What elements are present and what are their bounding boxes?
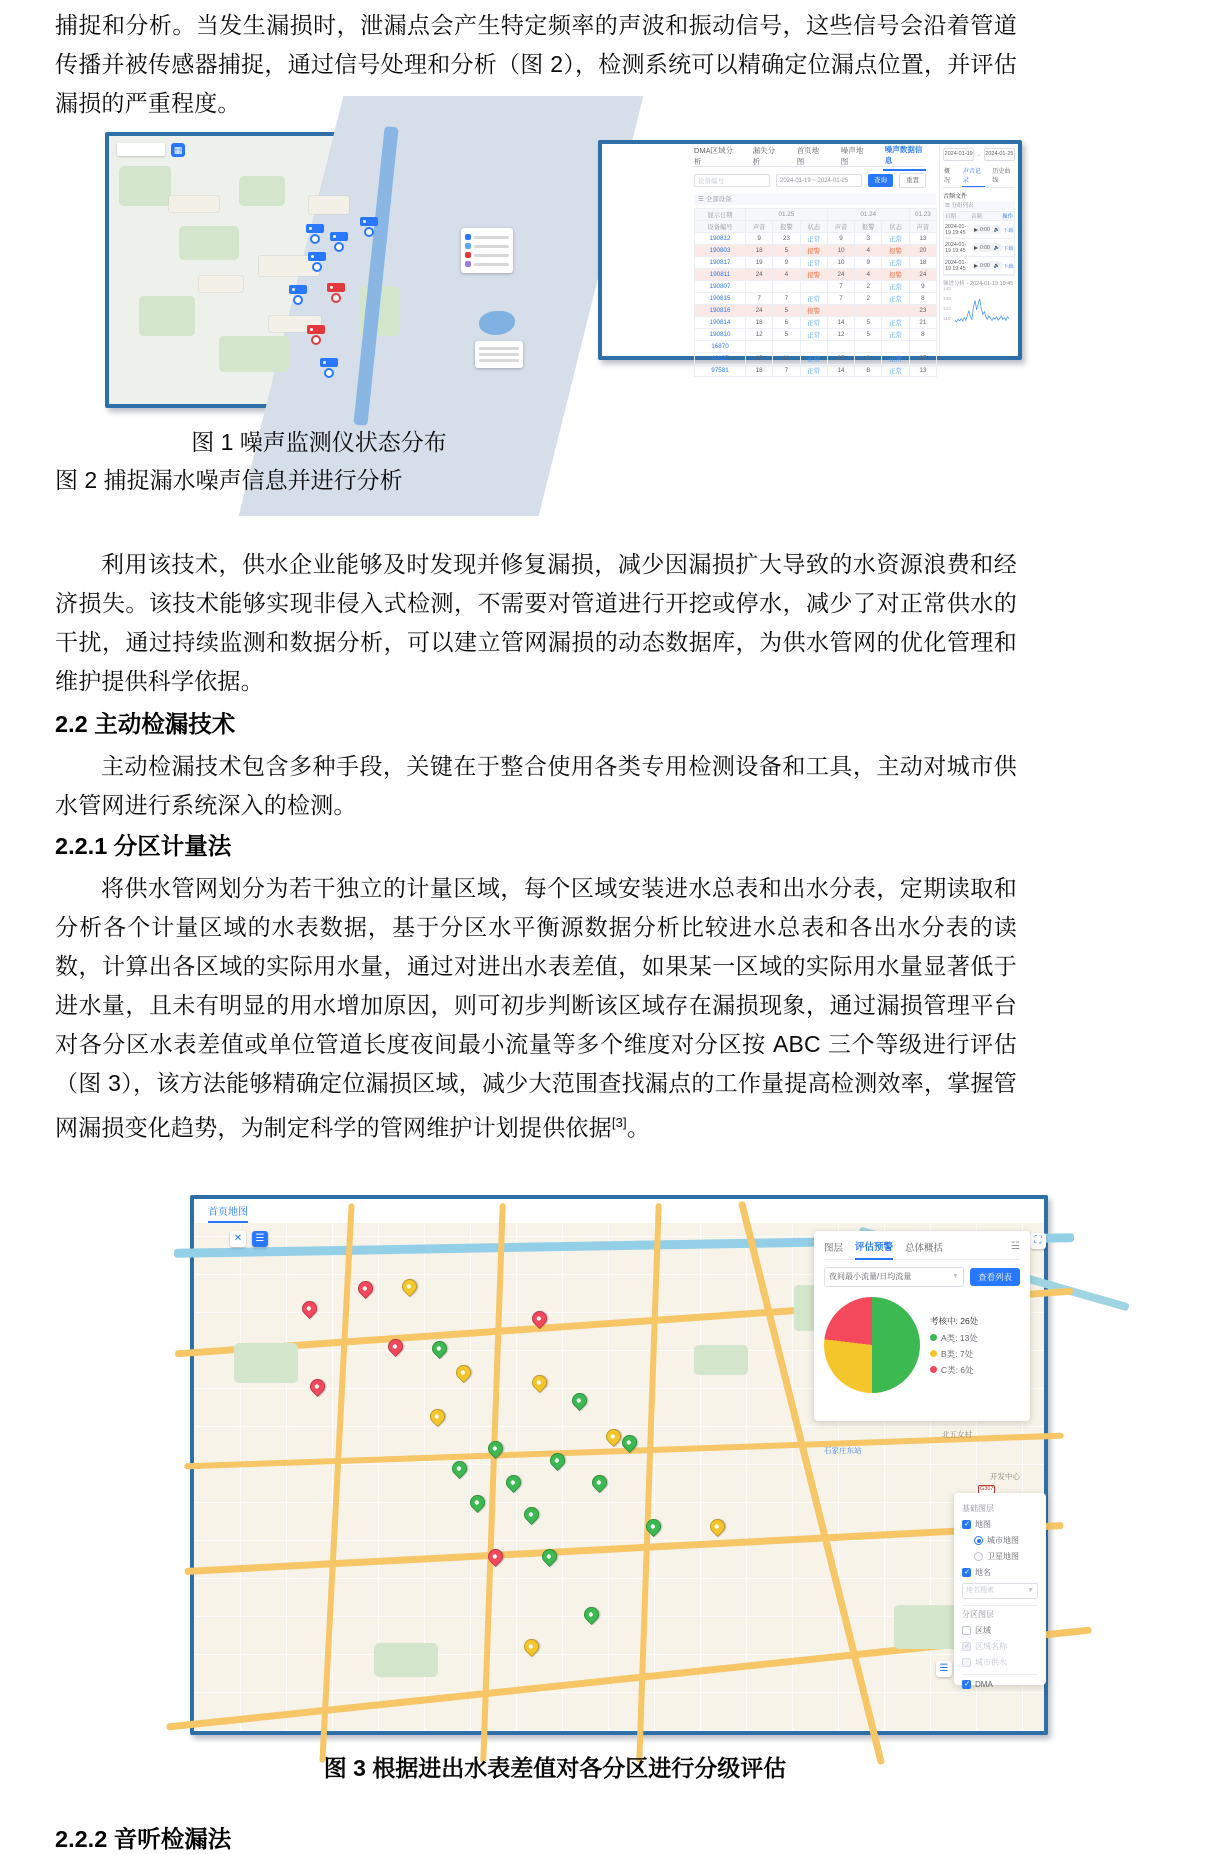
download-link[interactable]: 下载 [1002, 263, 1014, 270]
figure-1-noise-map-screenshot [105, 132, 535, 408]
map-road [319, 1203, 354, 1763]
layer-checkbox-DMA[interactable]: ✓ DMA [962, 1680, 1038, 1689]
map-place-label: 北五女村 [942, 1430, 972, 1439]
dma-grade-pin-A[interactable] [503, 1472, 524, 1493]
dma-grade-pin-A[interactable] [429, 1338, 450, 1359]
close-icon[interactable]: ✕ [230, 1231, 246, 1247]
dma-grade-pin-B[interactable] [399, 1276, 420, 1297]
map-park [234, 1343, 298, 1383]
device-row[interactable]: 190803 18 5 报警 10 4 报警 20 [695, 245, 937, 257]
play-icon [974, 246, 978, 250]
play-icon [974, 264, 978, 268]
fig2-tab[interactable]: 漏失分析 [752, 145, 776, 166]
fig2-table: 显示日期 01.25 01.24 01.23 设备编号 声音 报警 状态 声音 报警 状态 声音 190812 9 23 正常 9 3 正常 13 190803 18 5 报警 10 4 报警 20 190817 19 9 正常 10 9 正常 18 190811 24 4 报警 24 4 报警 24 190807 7 2 正常 9 190815 7 7 正常 7 2 正常 8 190816 24 5 报警 23 190814 18 6 正常 14 5 正常 21 190810 12 5 正常 12 5 正常 8 16870 48127 15 11 正常 25 8 正常 27 97581 18 7 正常 14 8 正常 13 [694, 208, 937, 352]
dma-grade-pin-A[interactable] [589, 1472, 610, 1493]
layers-section-header: 基础图层 [962, 1504, 994, 1513]
dma-grade-pin-B[interactable] [521, 1636, 542, 1657]
figure-3-caption: 图 3 根据进出水表差值对各分区进行分级评估 [323, 1755, 787, 1781]
device-row[interactable]: 190814 18 6 正常 14 5 正常 21 [695, 317, 937, 329]
fig2-tab[interactable]: 噪声地图 [840, 145, 864, 166]
dma-grade-pin-C[interactable] [299, 1298, 320, 1319]
device-id-link[interactable]: 190815 [695, 293, 746, 305]
device-id-link[interactable]: 190803 [695, 245, 746, 257]
dma-grade-pin-A[interactable] [569, 1390, 590, 1411]
dma-grade-pin-B[interactable] [427, 1406, 448, 1427]
device-type-row[interactable] [465, 234, 509, 240]
fig3-map[interactable] [194, 1223, 1044, 1731]
download-link[interactable]: 下载 [1002, 245, 1014, 252]
dma-grade-pin-A[interactable] [521, 1504, 542, 1525]
fig3-top-bar [194, 1199, 1044, 1224]
device-id-link[interactable]: 190812 [695, 233, 746, 245]
heading-2-2: 2.2 主动检漏技术 [55, 711, 236, 737]
noise-logger-pin[interactable] [306, 224, 324, 244]
fig2-right-panel [939, 144, 1018, 356]
divider [962, 1605, 1038, 1606]
device-type-row[interactable] [465, 252, 509, 258]
checkbox-icon [962, 1520, 971, 1529]
pie-legend-rows [930, 1332, 978, 1376]
device-id-link[interactable]: 190811 [695, 269, 746, 281]
device-row[interactable]: 97581 18 7 正常 14 8 正常 13 [695, 365, 937, 377]
dma-grade-pin-C[interactable] [307, 1376, 328, 1397]
list-icon[interactable]: ☱ [1011, 1241, 1020, 1252]
device-row[interactable]: 190815 7 7 正常 7 2 正常 8 [695, 293, 937, 305]
layer-checkbox-区域[interactable]: 区域 [962, 1625, 1038, 1636]
audio-player[interactable]: 0:00 🔊 [971, 261, 1003, 270]
metric-select[interactable] [824, 1267, 964, 1287]
noise-logger-pin[interactable] [360, 217, 378, 237]
fig2-detail-tabs [943, 165, 1015, 188]
list-toggle-icon[interactable]: ☰ [936, 1661, 952, 1677]
radio-icon [974, 1536, 983, 1545]
pie-legend-title: 考核中: 26处 [930, 1315, 979, 1326]
search-button[interactable]: 查询 [868, 174, 893, 187]
pie-legend [930, 1315, 978, 1376]
audio-row: 2024-01-19 19:45 0:00 🔊 下载 [944, 221, 1014, 239]
map-park [179, 226, 239, 260]
device-type-row[interactable] [465, 261, 509, 267]
map-park [694, 1345, 748, 1375]
device-row[interactable]: 190817 19 9 正常 10 9 正常 18 [695, 257, 937, 269]
date-arrow: → [976, 151, 982, 158]
pie-legend-row: B类: 7处 [930, 1348, 978, 1360]
layer-radio-卫星地图[interactable]: 卫星地图 [962, 1551, 1038, 1562]
fig2-table-toolbar[interactable]: ☰ 全部设备 [694, 194, 936, 205]
layer-checkbox-地名[interactable]: ✓ 地名 [962, 1567, 1038, 1578]
audio-row: 2024-01-19 19:45 0:00 🔊 下载 [944, 239, 1014, 257]
layer-radio-城市地图[interactable]: 城市地图 [962, 1535, 1038, 1546]
noise-logger-pin[interactable] [327, 283, 345, 303]
fig1-search-box[interactable] [117, 143, 165, 156]
paragraph-dma-end: 。 [626, 1114, 651, 1141]
metric-select-value: 夜间最小流量/日均流量 [829, 1272, 912, 1281]
device-row[interactable]: 190816 24 5 报警 23 [695, 305, 937, 317]
noise-logger-pin[interactable] [307, 325, 325, 345]
device-id-link[interactable]: 190816 [695, 305, 746, 317]
fig2-tab[interactable]: DMA区域分析 [694, 145, 734, 166]
chevron-down-icon: ▼ [1027, 1587, 1034, 1594]
evaluation-panel-tabs [824, 1239, 1020, 1260]
audio-player[interactable]: 0:00 🔊 [971, 225, 1003, 234]
heading-2-2-2: 2.2.2 音听检漏法 [55, 1826, 232, 1852]
dma-grade-pin-B[interactable] [453, 1362, 474, 1383]
map-place-label: G307 [980, 1486, 994, 1492]
map-road [480, 1203, 506, 1763]
audio-row: 2024-01-19 19:45 0:00 🔊 下载 [944, 257, 1014, 275]
dma-grade-pin-A[interactable] [581, 1604, 602, 1625]
figure-1-caption: 图 1 噪声监测仪状态分布 [191, 429, 447, 455]
audio-list-toolbar[interactable]: ☰ 分组列表 [943, 202, 1015, 210]
device-row[interactable]: 190811 24 4 报警 24 4 报警 24 [695, 269, 937, 281]
radio-icon [974, 1552, 983, 1561]
device-id-link[interactable]: 48127 [695, 353, 746, 365]
spectrum-chart: 140 130 120 110 [943, 289, 1015, 331]
map-park [239, 176, 285, 206]
date-from-input[interactable]: 2024-01-19 [943, 148, 974, 161]
map-park [219, 336, 289, 372]
fig2-detail-date-range [943, 148, 1015, 161]
detail-tab[interactable]: 声音记录 [962, 165, 986, 187]
pie-legend-row: A类: 13处 [930, 1332, 978, 1344]
checkbox-icon [962, 1680, 971, 1689]
view-list-button[interactable]: 查看列表 [970, 1268, 1020, 1286]
layers-section-header: 分区图层 [962, 1610, 994, 1619]
fig2-tab[interactable]: 噪声数据信息 [883, 144, 926, 171]
dma-grade-pin-B[interactable] [707, 1516, 728, 1537]
dma-grade-pin-C[interactable] [355, 1278, 376, 1299]
fig2-tab-bar [692, 144, 926, 167]
fig1-layer-button[interactable]: ▦ [171, 143, 185, 157]
paragraph-dma [55, 869, 1017, 1148]
fig1-device-filter-panel[interactable] [461, 228, 513, 273]
paragraph-active-detection: 主动检漏技术包含多种手段，关键在于整合使用各类专用检测设备和工具，主动对城市供水管网进行系统深入的检测。 [55, 753, 1017, 818]
fig2-search-row [694, 172, 926, 188]
paragraph-benefit: 利用该技术，供水企业能够及时发现并修复漏损，减少因漏损扩大导致的水资源浪费和经济损失。该技术能够实现非侵入式检测，不需要对管道进行开挖或停水，减少了对正常供水的干扰，通过持续监测和数据分析，可以建立管网漏损的动态数据库，为供水管网的优化管理和维护提供科学依据。 [55, 551, 1017, 694]
fullscreen-icon[interactable]: ⛶ [1030, 1233, 1046, 1249]
device-row[interactable]: 190812 9 23 正常 9 3 正常 13 [695, 233, 937, 245]
map-building [199, 276, 243, 292]
play-icon [974, 228, 978, 232]
map-place-label: 开发中心 [990, 1472, 1020, 1481]
map-park [374, 1643, 438, 1677]
audio-player[interactable]: 0:00 🔊 [971, 243, 1003, 252]
evaluation-panel [814, 1231, 1030, 1421]
device-id-link[interactable]: 190817 [695, 257, 746, 269]
figure-2-caption: 图 2 捕捉漏水噪声信息并进行分析 [55, 467, 403, 493]
map-road [184, 1522, 1063, 1575]
download-link[interactable]: 下载 [1002, 227, 1014, 234]
chevron-down-icon: ▼ [952, 1273, 959, 1280]
noise-logger-pin[interactable] [320, 358, 338, 378]
layer-checkbox-区域名称[interactable]: ✓ 区域名称 [962, 1641, 1038, 1652]
noise-logger-pin[interactable] [308, 252, 326, 272]
audio-list: 日期 音频 操作 2024-01-19 19:45 0:00 🔊 下载 2024-01-19 19:45 0:00 🔊 下载 2024-01-19 19:45 0:00 🔊 下载 [943, 211, 1015, 276]
device-id-link[interactable]: 190814 [695, 317, 746, 329]
noise-logger-pin[interactable] [289, 285, 307, 305]
checkbox-icon [962, 1568, 971, 1577]
date-range-input[interactable]: 2024-01-19 ~ 2024-01-25 [776, 174, 862, 187]
device-id-link[interactable]: 97581 [695, 365, 746, 377]
divider [962, 1674, 1038, 1675]
device-id-link[interactable]: 190810 [695, 329, 746, 341]
paragraph-top: 捕捉和分析。当发生漏损时，泄漏点会产生特定频率的声波和振动信号，这些信号会沿着管道传播并被传感器捕捉，通过信号处理和分析（图 2），检测系统可以精确定位漏点位置，并评估漏损的严重程度。 [55, 12, 1017, 116]
dma-grade-pin-B[interactable] [529, 1372, 550, 1393]
figure-2-noise-data-screenshot [598, 140, 1022, 375]
map-park [119, 166, 171, 206]
device-row[interactable] [695, 341, 937, 353]
audio-files-label: 音频文件 [943, 194, 968, 200]
evaluation-tab[interactable]: 图层 [824, 1242, 844, 1254]
grade-pie-chart [824, 1297, 920, 1393]
device-row[interactable]: 48127 15 11 正常 25 8 正常 27 [695, 353, 937, 365]
map-building [309, 196, 349, 214]
detail-tab[interactable]: 历史曲线 [992, 169, 1011, 184]
device-row[interactable]: 190807 7 2 正常 9 [695, 281, 937, 293]
dma-grade-pin-A[interactable] [467, 1492, 488, 1513]
layer-checkbox-城市供水[interactable]: 城市供水 [962, 1657, 1038, 1668]
map-park [139, 296, 195, 336]
map-building [169, 196, 219, 212]
menu-icon[interactable]: ☰ [252, 1231, 268, 1247]
device-id-link[interactable]: 16870 [695, 341, 746, 353]
paragraph-dma-text: 将供水管网划分为若干独立的计量区域，每个区域安装进水总表和出水分表，定期读取和分析各个计量区域的水表数据，基于分区水平衡源数据分析比较进水总表和各出水分表的读数，计算出各区域的实际用水量，通过对进出水表差值，如果某一区域的实际用水量显著低于进水量，且未有明显的用水增加原因，则可初步判断该区域存在漏损现象，通过漏损管理平台对各分区水表差值或单位管道长度夜间最小流量等多个维度对分区按 ABC 三个等级进行评估（图 3），该方法能够精确定位漏损区域，减少大范围查找漏点的工作量提高检测效率，掌握管网漏损变化趋势，为制定科学的管网维护计划提供依据 [55, 875, 1017, 1141]
speaker-icon: 🔊 [993, 244, 1000, 251]
fig1-map[interactable] [109, 136, 531, 404]
layers-panel [954, 1493, 1046, 1689]
device-id-link[interactable]: 190807 [695, 281, 746, 293]
device-search-input[interactable]: 设备编号 [694, 174, 770, 187]
noise-logger-pin[interactable] [330, 232, 348, 252]
figure-3-dma-map-screenshot [190, 1195, 1048, 1735]
date-to-input[interactable]: 2024-01-25 [984, 148, 1015, 161]
detail-tab[interactable]: 概况 [944, 169, 951, 184]
fig1-legend-panel [475, 341, 523, 368]
spectrum-line [943, 289, 1009, 329]
checkbox-icon [962, 1626, 971, 1635]
evaluation-tab[interactable]: 总体概括 [905, 1242, 944, 1254]
tab-home-map[interactable]: 首页地图 [208, 1203, 248, 1223]
fig2-tab[interactable]: 首页地图 [796, 145, 820, 166]
checkbox-icon [962, 1642, 971, 1651]
device-type-row[interactable] [465, 243, 509, 249]
checkbox-icon [962, 1658, 971, 1667]
pie-legend-row: C类: 6处 [930, 1364, 978, 1376]
spectrum-label: 频谱分析 - 2024-01-19 19:45 [943, 281, 1014, 287]
speaker-icon: 🔊 [993, 226, 1000, 233]
map-place-label: 石家庄东站 [824, 1446, 862, 1455]
device-row[interactable]: 190810 12 5 正常 12 5 正常 8 [695, 329, 937, 341]
dma-grade-pin-A[interactable] [449, 1458, 470, 1479]
speaker-icon: 🔊 [993, 262, 1000, 269]
evaluation-tab[interactable]: 评估预警 [855, 1239, 893, 1260]
reference-3: [3] [611, 1115, 627, 1130]
heading-2-2-1: 2.2.1 分区计量法 [55, 833, 232, 859]
place-search-select[interactable]: 地名搜索 ▼ [962, 1583, 1038, 1599]
reset-button[interactable]: 重置 [899, 173, 926, 188]
layer-checkbox-地图[interactable]: ✓ 地图 [962, 1519, 1038, 1530]
